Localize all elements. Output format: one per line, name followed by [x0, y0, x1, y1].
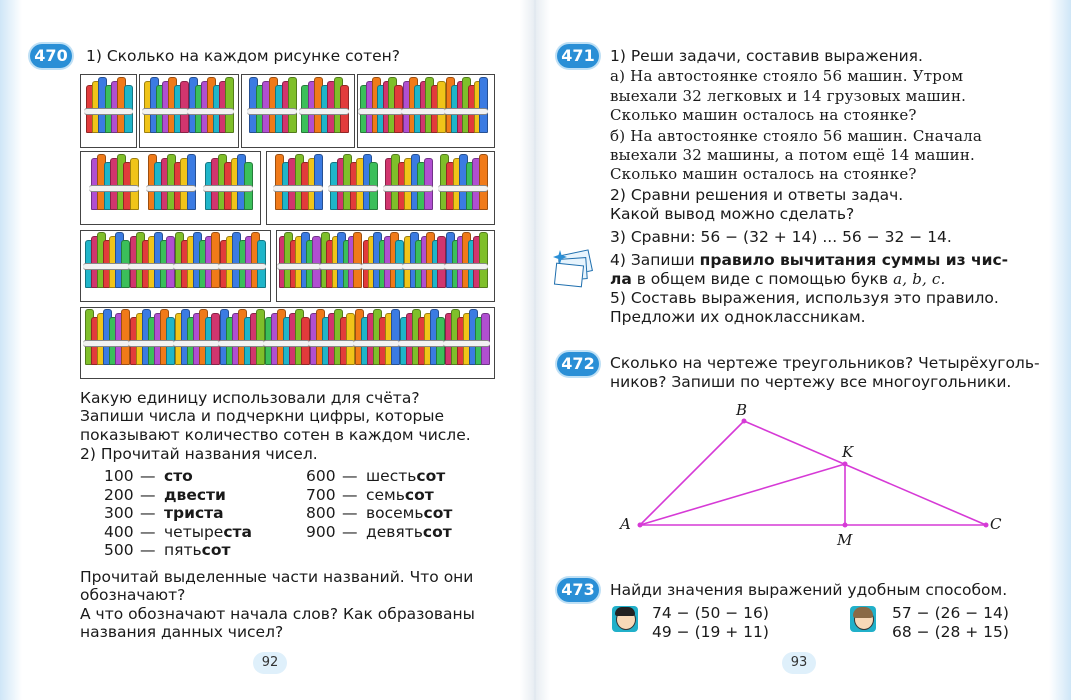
task-470-para-line: Запиши числа и подчеркни цифры, которые: [80, 407, 445, 425]
pencil-bundle: [220, 313, 263, 365]
page-edge-left: [0, 0, 22, 700]
pencil-bundle: [310, 313, 353, 365]
pencil-bundle: [189, 81, 232, 133]
pencil-bundle: [446, 81, 487, 133]
task-471-item-2: 2) Сравни решения и ответы задач.: [610, 186, 904, 204]
number-value: 100: [104, 467, 134, 485]
number-name-part: четыре: [164, 522, 224, 541]
task-471-item-5: 5) Составь выражения, используя это правило.: [610, 289, 999, 307]
task-473-text: Найди значения выражений удобным способом.: [610, 581, 1008, 599]
number-name-highlight: двести: [164, 485, 226, 504]
pencil-bundle: [355, 313, 398, 365]
pencil-bundle: [279, 236, 319, 288]
pencil-bundle: [385, 158, 431, 210]
pencil-bundle: [130, 313, 173, 365]
pencil-bundle-box: [266, 151, 495, 225]
number-name-row: [104, 466, 193, 486]
pencil-bundle: [360, 81, 401, 133]
pencil-bundle: [130, 236, 173, 288]
point-label-b: B: [736, 401, 748, 419]
task-471-item-2-question: Какой вывод можно сделать?: [610, 205, 855, 223]
pencil-bundle: [301, 81, 347, 133]
pencil-bundle: [321, 236, 361, 288]
task-471-item-5-line-2: Предложи их одноклассникам.: [610, 308, 866, 326]
task-470-para-line: показывают количество сотен в каждом числе.: [80, 426, 471, 444]
task-471-item-3: 3) Сравни: 56 − (32 + 14) ... 56 − 32 − 14.: [610, 228, 952, 246]
boy-face-icon: [612, 606, 638, 632]
task-470-para2-line: А что обозначают начала слов? Как образованы: [80, 605, 475, 623]
pencil-bundle: [440, 158, 486, 210]
pencil-bundle: [91, 158, 137, 210]
pencil-bundle-box: [139, 74, 239, 148]
number-name-part: семь: [366, 485, 405, 504]
number-value: 200: [104, 485, 134, 504]
pencil-bundle: [148, 158, 194, 210]
cards-icon: [553, 250, 593, 286]
number-value: 500: [104, 541, 134, 559]
dash: —: [140, 485, 156, 504]
task-471-b-line: выехали 32 машины, а потом ещё 14 машин.: [610, 146, 975, 164]
pencil-bundle: [275, 158, 321, 210]
pencil-bundle: [205, 158, 251, 210]
task-badge-471: 471: [557, 44, 599, 68]
book-spine: [520, 0, 550, 700]
number-name-highlight: ста: [223, 522, 252, 541]
number-value: 300: [104, 504, 134, 522]
dash: —: [342, 522, 358, 541]
point-label-a: A: [620, 515, 631, 533]
number-name-highlight: сот: [416, 467, 446, 485]
pencil-bundle-box: [241, 74, 355, 148]
number-name-highlight: сот: [422, 522, 452, 541]
pencil-bundle: [220, 236, 263, 288]
task-471-a-line: Сколько машин осталось на стоянке?: [610, 106, 917, 124]
task-470-para2-line: названия данных чисел?: [80, 623, 284, 641]
point-label-k: K: [842, 443, 854, 461]
dash: —: [342, 485, 358, 504]
pencil-bundle: [85, 236, 128, 288]
number-name-part: восемь: [366, 504, 424, 522]
number-name-part: шесть: [366, 467, 417, 485]
number-value: 800: [306, 504, 336, 522]
page-edge-right: [1049, 0, 1071, 700]
pencil-bundle-box: [357, 74, 495, 148]
point-label-c: C: [990, 515, 1002, 533]
pencil-bundle-box: [276, 230, 495, 302]
number-value: 900: [306, 522, 336, 541]
task-470-question-1: 1) Сколько на каждом рисунке сотен?: [86, 47, 401, 65]
girl-face-icon: [850, 606, 876, 632]
dash: —: [140, 541, 156, 559]
pencil-bundle: [363, 236, 403, 288]
triangle-drawing: [600, 395, 1020, 555]
page-number-right: 93: [782, 652, 816, 674]
task-471-item-4-line-2: ла в общем виде с помощью букв a, b, c.: [610, 270, 946, 288]
number-value: 600: [306, 467, 336, 485]
expression-right: 57 − (26 − 14): [892, 604, 1009, 622]
page-number-left: 92: [253, 652, 287, 674]
task-471-b-line: б) На автостоянке стояло 56 машин. Сначала: [610, 127, 982, 145]
expression-left: 74 − (50 − 16): [652, 604, 769, 622]
pencil-bundle: [175, 313, 218, 365]
pencil-bundle: [249, 81, 295, 133]
number-name-row: [306, 522, 452, 542]
pencil-bundle: [400, 313, 443, 365]
pencil-bundle-box: [80, 307, 495, 379]
number-name-row: [104, 522, 252, 542]
task-471-a-line: а) На автостоянке стояло 56 машин. Утром: [610, 67, 964, 85]
number-name-row: [306, 503, 452, 523]
task-470-para2-line: Прочитай выделенные части названий. Что они: [80, 568, 474, 586]
task-470-para-line: Какую единицу использовали для счёта?: [80, 389, 420, 407]
number-name-highlight: сот: [423, 504, 453, 522]
pencil-bundle-box: [80, 230, 271, 302]
task-badge-470: 470: [30, 44, 72, 68]
dash: —: [342, 504, 358, 522]
pencil-bundle: [446, 236, 486, 288]
task-badge-472: 472: [557, 352, 599, 376]
pencil-bundle-box: [80, 151, 261, 225]
task-472-line: Сколько на чертеже треугольников? Четырёхуголь-: [610, 354, 1040, 372]
number-value: 400: [104, 522, 134, 541]
dash: —: [140, 467, 156, 485]
dash: —: [140, 522, 156, 541]
pencil-bundle: [144, 81, 187, 133]
task-badge-473: 473: [557, 578, 599, 602]
point-label-m: M: [837, 531, 853, 549]
dash: —: [342, 467, 358, 485]
number-name-highlight: триста: [164, 504, 224, 522]
pencil-bundle: [403, 81, 444, 133]
task-471-b-line: Сколько машин осталось на стоянке?: [610, 165, 917, 183]
number-name-row: [306, 485, 434, 505]
task-470-para2-line: обозначают?: [80, 586, 186, 604]
pencil-bundle: [86, 81, 131, 133]
number-value: 700: [306, 485, 336, 504]
pencil-bundle: [265, 313, 308, 365]
number-name-part: пять: [164, 541, 202, 559]
number-name-highlight: сот: [404, 485, 434, 504]
expression-left: 49 − (19 + 11): [652, 623, 769, 641]
number-name-part: девять: [366, 522, 423, 541]
pencil-bundle: [445, 313, 488, 365]
number-name-row: [104, 485, 226, 505]
number-name-row: [306, 466, 445, 486]
task-470-para-line: 2) Прочитай названия чисел.: [80, 445, 318, 463]
task-471-item-1: 1) Реши задачи, составив выражения.: [610, 47, 923, 65]
task-472-line: ников? Запиши по чертежу все многоугольники.: [610, 373, 1012, 391]
pencil-bundle: [404, 236, 444, 288]
number-name-highlight: сто: [164, 467, 193, 485]
task-471-a-line: выехали 32 легковых и 14 грузовых машин.: [610, 87, 967, 105]
pencil-bundle: [85, 313, 128, 365]
dash: —: [140, 504, 156, 522]
pencil-bundle: [330, 158, 376, 210]
pencil-bundle: [175, 236, 218, 288]
number-name-row: [104, 503, 224, 523]
number-name-row: [104, 540, 230, 560]
pencil-bundle-box: [80, 74, 137, 148]
number-name-highlight: сот: [201, 541, 231, 559]
expression-right: 68 − (28 + 15): [892, 623, 1009, 641]
task-471-item-4-line-1: 4) Запиши правило вычитания суммы из чис-: [610, 251, 1009, 269]
